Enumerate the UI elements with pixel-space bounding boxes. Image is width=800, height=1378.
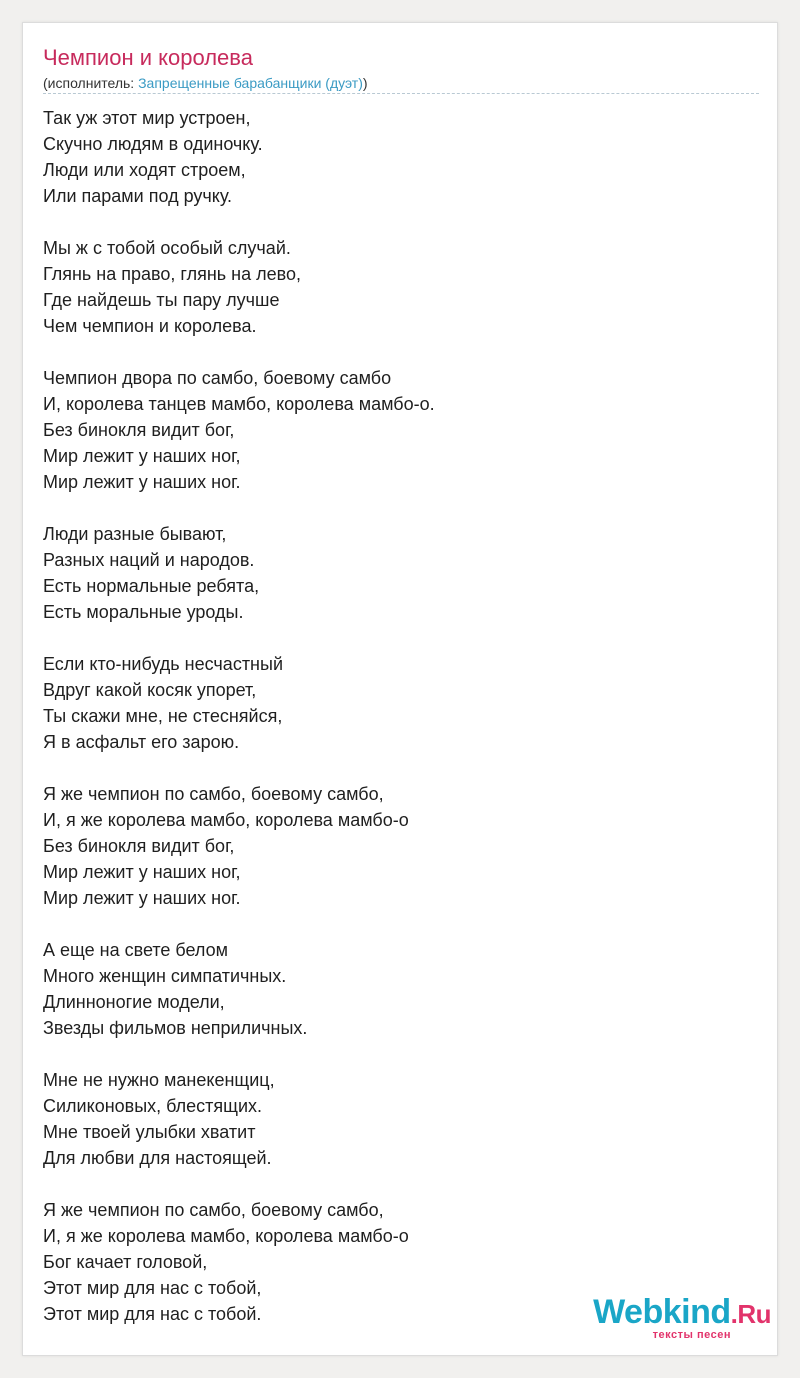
stanza xyxy=(43,937,759,1041)
stanza xyxy=(43,651,759,755)
lyric-line: Глянь на право, глянь на лево, xyxy=(43,264,301,284)
lyric-line: Звезды фильмов неприличных. xyxy=(43,1018,308,1038)
lyric-line: Я же чемпион по самбо, боевому самбо, xyxy=(43,1200,384,1220)
lyric-line: Мир лежит у наших ног. xyxy=(43,888,241,908)
lyric-line: Мне не нужно манекенщиц, xyxy=(43,1070,275,1090)
lyric-line: Скучно людям в одиночку. xyxy=(43,134,263,154)
stanza xyxy=(43,521,759,625)
logo-tld: .Ru xyxy=(730,1299,771,1329)
logo-wordmark xyxy=(593,1293,771,1333)
lyric-line: А еще на свете белом xyxy=(43,940,229,960)
lyric-line: Для любви для настоящей. xyxy=(43,1148,272,1168)
lyric-line: Я же чемпион по самбо, боевому самбо, xyxy=(43,784,384,804)
lyric-line: Мы ж с тобой особый случай. xyxy=(43,238,291,258)
lyric-line: Разных наций и народов. xyxy=(43,550,255,570)
lyric-line: Или парами под ручку. xyxy=(43,186,233,206)
logo-tagline: тексты песен xyxy=(652,1329,731,1341)
lyric-line: Мир лежит у наших ног, xyxy=(43,446,241,466)
lyric-line: Без бинокля видит бог, xyxy=(43,420,235,440)
lyric-line: И, я же королева мамбо, королева мамбо-о xyxy=(43,1226,409,1246)
stanza xyxy=(43,365,759,495)
site-logo[interactable] xyxy=(571,1293,771,1347)
lyric-line: Где найдешь ты пару лучше xyxy=(43,290,280,310)
lyric-line: И, королева танцев мамбо, королева мамбо-о. xyxy=(43,394,435,414)
lyric-line: Чемпион двора по самбо, боевому самбо xyxy=(43,368,392,388)
lyric-line: Мне твоей улыбки хватит xyxy=(43,1122,256,1142)
stanza xyxy=(43,1067,759,1171)
lyric-line: Чем чемпион и королева. xyxy=(43,316,257,336)
lyric-line: Мир лежит у наших ног, xyxy=(43,862,241,882)
lyrics-text xyxy=(43,105,759,1353)
lyric-line: Мир лежит у наших ног. xyxy=(43,472,241,492)
artist-link[interactable]: Запрещенные барабанщики (дуэт) xyxy=(138,75,363,91)
lyric-line: Этот мир для нас с тобой. xyxy=(43,1304,262,1324)
song-title: Чемпион и королева xyxy=(43,45,253,70)
lyric-line: Если кто-нибудь несчастный xyxy=(43,654,283,674)
stanza xyxy=(43,781,759,911)
title-divider xyxy=(43,93,759,94)
lyric-line: Без бинокля видит бог, xyxy=(43,836,235,856)
lyric-line: Много женщин симпатичных. xyxy=(43,966,287,986)
lyric-line: Люди или ходят строем, xyxy=(43,160,246,180)
lyric-line: Силиконовых, блестящих. xyxy=(43,1096,263,1116)
lyric-line: Есть моральные уроды. xyxy=(43,602,244,622)
lyric-line: Этот мир для нас с тобой, xyxy=(43,1278,262,1298)
lyric-line: Есть нормальные ребята, xyxy=(43,576,260,596)
performer-prefix: (исполнитель: xyxy=(43,75,139,91)
logo-main-text: Webkind xyxy=(593,1293,731,1331)
lyric-line: Люди разные бывают, xyxy=(43,524,227,544)
performer-line xyxy=(43,74,368,92)
lyric-line: Ты скажи мне, не стесняйся, xyxy=(43,706,283,726)
stanza xyxy=(43,105,759,209)
stanza xyxy=(43,235,759,339)
lyrics-card xyxy=(22,22,778,1356)
lyric-line: Бог качает головой, xyxy=(43,1252,208,1272)
lyric-line: Вдруг какой косяк упорет, xyxy=(43,680,257,700)
lyric-line: Длинноногие модели, xyxy=(43,992,225,1012)
lyric-line: И, я же королева мамбо, королева мамбо-о xyxy=(43,810,409,830)
lyric-line: Я в асфальт его зарою. xyxy=(43,732,240,752)
lyric-line: Так уж этот мир устроен, xyxy=(43,108,251,128)
performer-suffix: ) xyxy=(362,75,368,91)
